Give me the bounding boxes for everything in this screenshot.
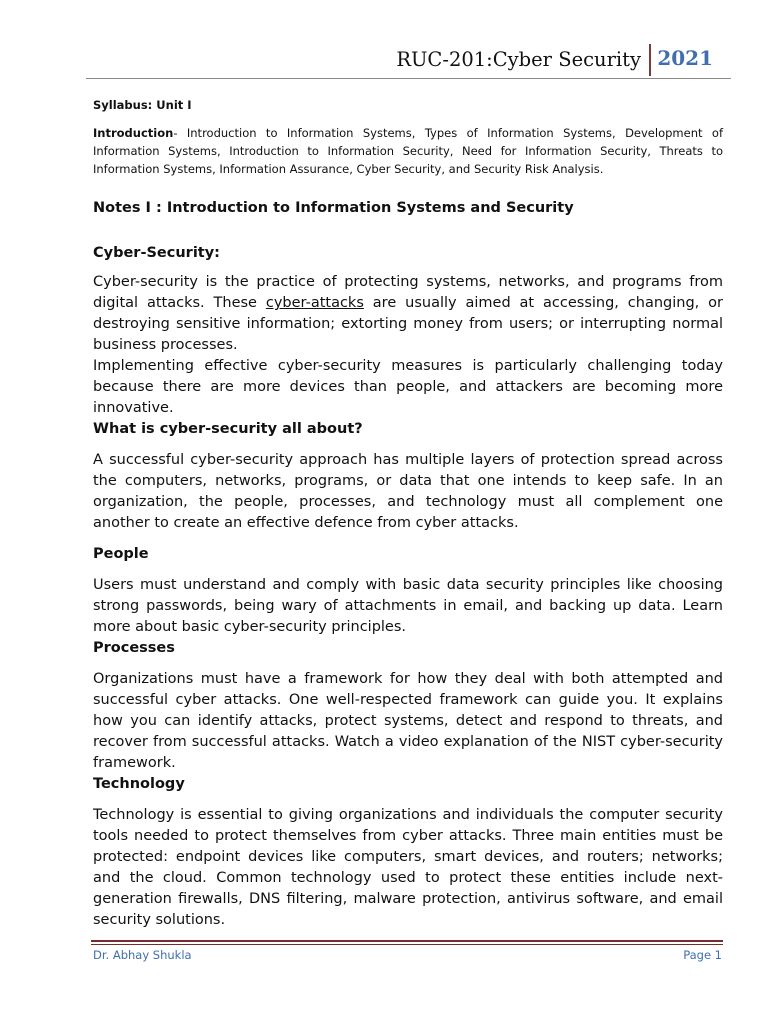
footer-page-number: Page 1 (683, 948, 722, 962)
technology-paragraph: Technology is essential to giving organizations and individuals the computer security tools needed to protect themselves from cyber attacks. Three main entities must be protected: endpoint devices like computers, smart devices, and routers; networks; and the cloud. Common technology used to protect these entities include next-generation firewalls, DNS filtering, malware protection, antivirus software, and email security solutions. (93, 807, 723, 928)
document-body (93, 98, 723, 931)
syllabus-intro-text: - Introduction to Information Systems, Types of Information Systems, Development of Information Systems, Introduction to Information Security, Need for Information Security, Threats to Information Systems, Information Assurance, Cyber Security, and Security Risk Analysis. (93, 126, 723, 176)
processes-heading: Processes (93, 640, 175, 656)
footer-author: Dr. Abhay Shukla (93, 948, 192, 962)
footer-rule-thin (91, 944, 723, 945)
cyber-security-p1-end: are usually aimed at accessing, changing, or destroying sensitive information; extorting money from users; or interrupting normal business processes. (93, 295, 723, 353)
cyber-security-p1-start: Cyber-security is the practice of protecting systems, networks, and programs from digital attacks. These (93, 274, 723, 311)
cyber-attacks-link[interactable]: cyber-attacks (265, 295, 364, 311)
header-title: RUC-201:Cyber Security (396, 48, 641, 71)
page-header (86, 42, 731, 80)
header-separator (649, 44, 651, 76)
people-heading: People (93, 546, 149, 562)
about-heading: What is cyber-security all about? (93, 421, 363, 437)
header-year: 2021 (657, 46, 713, 70)
header-rule (86, 78, 731, 79)
footer-rule-thick (91, 940, 723, 942)
processes-paragraph: Organizations must have a framework for how they deal with both attempted and successful cyber attacks. One well-respected framework can guide you. It explains how you can identify attacks, protect systems, detect and respond to threats, and recover from successful attacks. Watch a video explanation of the NIST cyber-security framework. (93, 671, 723, 771)
people-paragraph: Users must understand and comply with basic data security principles like choosing strong passwords, being wary of attachments in email, and backing up data. Learn more about basic cyber-security principles. (93, 577, 723, 635)
syllabus-text (93, 124, 723, 178)
notes-title: Notes I : Introduction to Information Systems and Security (93, 200, 574, 216)
syllabus-intro-label: Introduction (93, 126, 174, 140)
cyber-security-paragraph-2: Implementing effective cyber-security measures is particularly challenging today because there are more devices than people, and attackers are becoming more innovative. (93, 358, 723, 416)
technology-heading: Technology (93, 776, 185, 792)
cyber-security-paragraph-1 (93, 272, 723, 356)
cyber-security-heading: Cyber-Security: (93, 245, 220, 261)
about-paragraph: A successful cyber-security approach has multiple layers of protection spread across the computers, networks, programs, or data that one intends to keep safe. In an organization, the people, processes, and technology must all complement one another to create an effective defence from cyber attacks. (93, 452, 723, 531)
syllabus-heading: Syllabus: Unit I (93, 98, 192, 112)
